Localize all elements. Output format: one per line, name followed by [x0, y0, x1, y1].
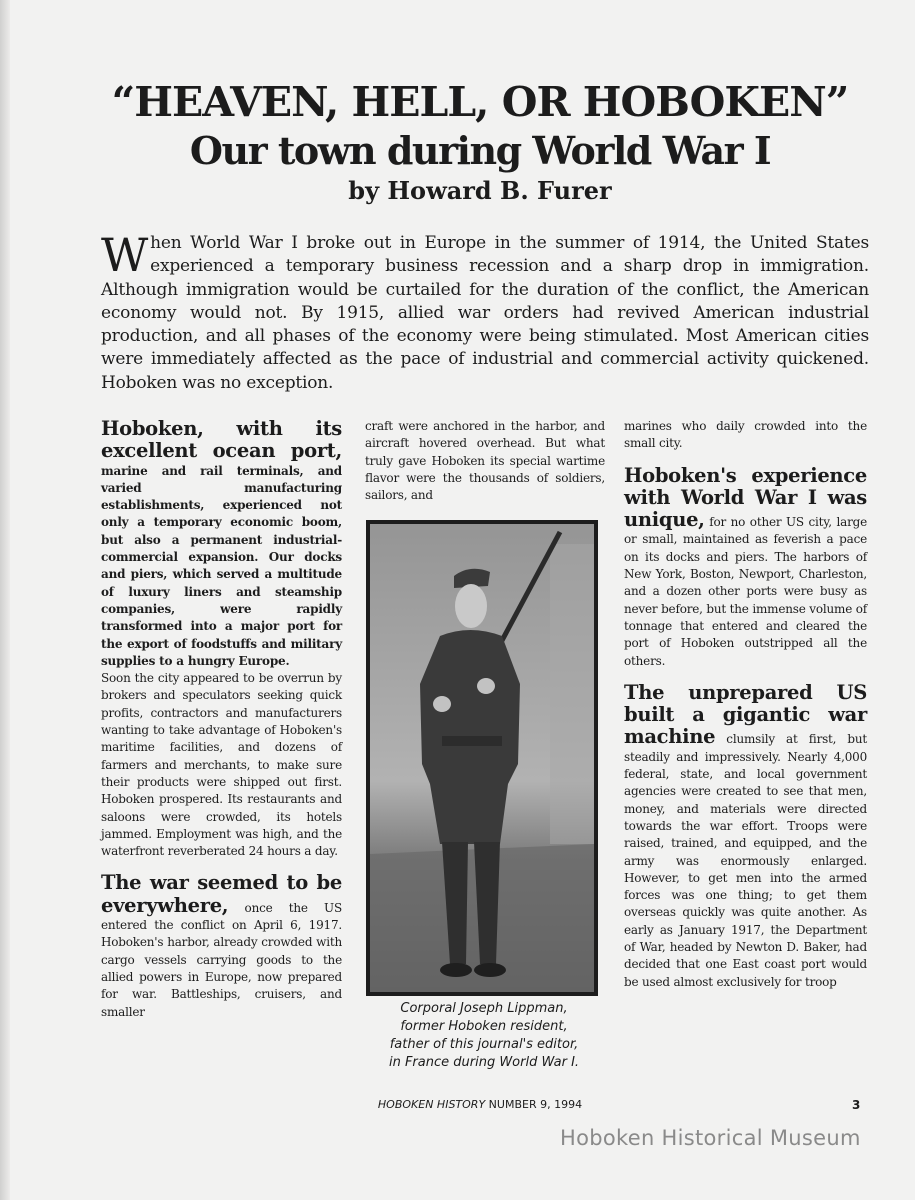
article-title: “HEAVEN, HELL, OR HOBOKEN”: [111, 78, 849, 126]
column-1-third-paragraph: once the US entered the conflict on April 6, 1917. Hoboken's harbor, already crowded with cargo vessels carrying goods to the allied powers in Europe, now prepared for war. Battleships, cruisers, and smaller: [101, 900, 342, 1019]
column-2: [365, 418, 605, 504]
column-1-first-paragraph: marine and rail terminals, and varied manufacturing establishments, experienced not only a temporary economic boom, but also a permanent industrial-commercial expansion. Our docks and piers, which served a multitude of luxury liners and steamship companies, were rapidly transformed into a major port for the export of foodstuffs and military supplies to a hungry Europe.: [101, 463, 342, 668]
caption-line: in France during World War I.: [388, 1055, 580, 1070]
soldier-photo: [366, 520, 598, 996]
drop-cap: W: [101, 228, 149, 282]
caption-line: father of this journal's editor,: [389, 1037, 579, 1052]
column-3-subhead-1: Hoboken's experience with World War I was unique,: [624, 463, 867, 532]
museum-watermark: Hoboken Historical Museum: [560, 1126, 861, 1150]
column-3-paragraph-1: for no other US city, large or small, maintained as feverish a pace on its docks and piers. The harbors of New York, Boston, Newport, Charleston, and a dozen other ports were busy as never before, but the immense volume of tonnage that entered and cleared the port of Hoboken outstripped all the others.: [624, 515, 867, 668]
column-1: [101, 418, 342, 1021]
publication-name: HOBOKEN HISTORY: [377, 1098, 486, 1111]
page-footer: [300, 1098, 660, 1111]
column-3: [624, 418, 867, 991]
column-1-lead: Hoboken, with its excellent ocean port,: [101, 417, 342, 463]
article-subtitle: Our town during World War I: [189, 128, 771, 173]
soldier-figure-icon: [370, 524, 594, 992]
byline: by Howard B. Furer: [348, 176, 612, 205]
lede-paragraph: [101, 228, 869, 395]
column-1-second-paragraph: Soon the city appeared to be overrun by brokers and speculators seeking quick profits, contractors and manufacturers wanting to take advantage of Hoboken's maritime facilities, and dozens of farmers and merchants, to make sure their products were shipped out first. Hoboken prospered. Its restaurants and saloons were crowded, its hotels jammed. Employment was high, and the waterfront reverberated 24 hours a day.: [101, 671, 342, 859]
photo-caption: [360, 1000, 608, 1072]
lede-text: hen World War I broke out in Europe in the summer of 1914, the United States experienced a temporary business recession and a sharp drop in immigration. Although immigration would be curtailed for the duration of the conflict, the American economy would not. By 1915, allied war orders had revived American industrial production, and all phases of the economy were being stimulated. Most American cities were immediately affected as the pace of industrial and commercial activity quickened. Hoboken was no exception.: [101, 233, 869, 393]
caption-line: former Hoboken resident,: [400, 1019, 568, 1034]
column-3-intro: marines who daily crowded into the small city.: [624, 419, 867, 451]
column-3-subhead-2: The unprepared US built a gigantic war machine: [624, 680, 867, 749]
caption-line: Corporal Joseph Lippman,: [400, 1001, 568, 1016]
column-2-text: craft were anchored in the harbor, and aircraft hovered overhead. But what truly gave Hoboken its special wartime flavor were the thousands of soldiers, sailors, and: [365, 419, 605, 503]
issue-number: NUMBER 9, 1994: [488, 1098, 583, 1111]
photo-image: [370, 524, 594, 992]
column-1-subhead: The war seemed to be everywhere,: [101, 871, 342, 917]
column-3-paragraph-2: clumsily at first, but steadily and impressively. Nearly 4,000 federal, state, and local government agencies were created to see that men, money, and materials were directed towards the war effort. Troops were raised, trained, and equipped, and the army was enormously enlarged. However, to get men into the armed forces was one thing; to get them overseas quickly was quite another. As early as January 1917, the Department of War, headed by Newton D. Baker, had decided that one East coast port would be used almost exclusively for troop: [624, 732, 867, 989]
page-number: 3: [852, 1098, 861, 1112]
page-edge: [0, 0, 10, 1200]
